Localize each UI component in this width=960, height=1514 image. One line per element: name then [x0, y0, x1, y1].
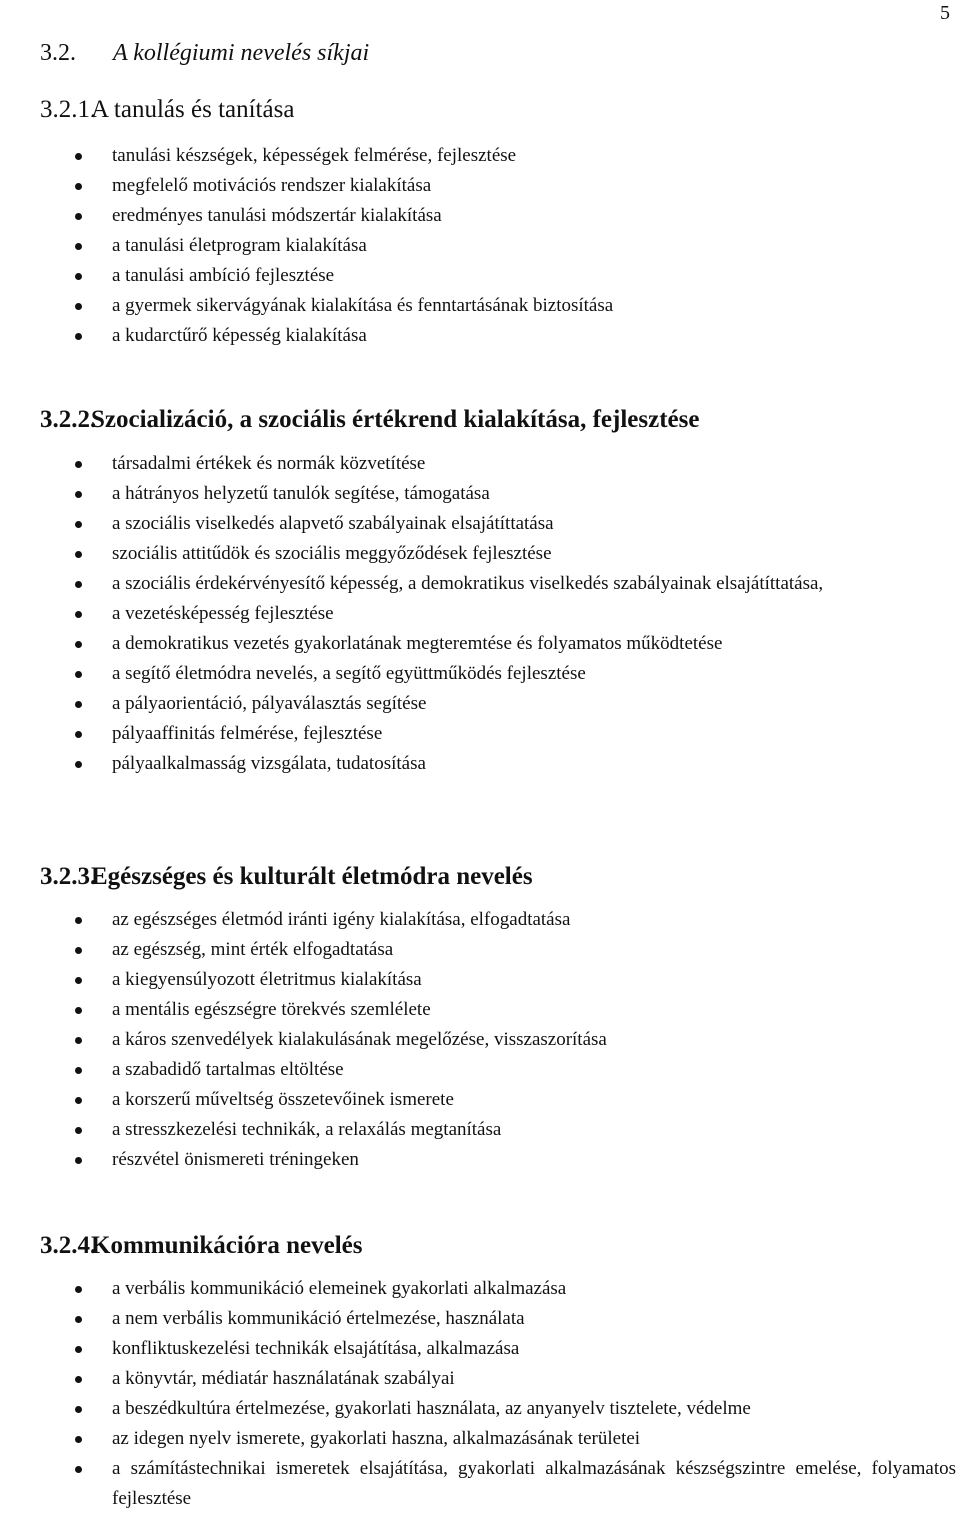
- list-item: eredményes tanulási módszertár kialakítása: [112, 201, 956, 231]
- bullet-list: [112, 449, 956, 779]
- list-item: a könyvtár, médiatár használatának szabályai: [112, 1364, 956, 1394]
- section-heading: [40, 1231, 363, 1261]
- list-item: szociális attitűdök és szociális meggyőződések fejlesztése: [112, 539, 956, 569]
- list-item: a nem verbális kommunikáció értelmezése, használata: [112, 1304, 956, 1334]
- bullet-list: [112, 1274, 956, 1514]
- section-title: Kommunikációra nevelés: [91, 1232, 363, 1259]
- list-item: a szabadidő tartalmas eltöltése: [112, 1055, 956, 1085]
- list-item: a tanulási életprogram kialakítása: [112, 231, 956, 261]
- list-item: az egészséges életmód iránti igény kialakítása, elfogadtatása: [112, 905, 956, 935]
- list-item: a segítő életmódra nevelés, a segítő együttműködés fejlesztése: [112, 659, 956, 689]
- list-item: a tanulási ambíció fejlesztése: [112, 261, 956, 291]
- list-item: a pályaorientáció, pályaválasztás segítése: [112, 689, 956, 719]
- list-item: megfelelő motivációs rendszer kialakítása: [112, 171, 956, 201]
- chapter-number: 3.2.: [40, 40, 76, 66]
- list-item: a kudarctűrő képesség kialakítása: [112, 321, 956, 351]
- list-item: a káros szenvedélyek kialakulásának megelőzése, visszaszorítása: [112, 1025, 956, 1055]
- bullet-list: [112, 905, 956, 1175]
- section-number: 3.2.4.: [40, 1232, 97, 1259]
- list-item: a demokratikus vezetés gyakorlatának megteremtése és folyamatos működtetése: [112, 629, 956, 659]
- list-item: társadalmi értékek és normák közvetítése: [112, 449, 956, 479]
- list-item: a verbális kommunikáció elemeinek gyakorlati alkalmazása: [112, 1274, 956, 1304]
- section-heading: [40, 862, 533, 892]
- list-item: a vezetésképesség fejlesztése: [112, 599, 956, 629]
- list-item: a kiegyensúlyozott életritmus kialakítása: [112, 965, 956, 995]
- chapter-heading: [40, 40, 369, 67]
- list-item: a gyermek sikervágyának kialakítása és fenntartásának biztosítása: [112, 291, 956, 321]
- list-item: a stresszkezelési technikák, a relaxálás megtanítása: [112, 1115, 956, 1145]
- list-item: az egészség, mint érték elfogadtatása: [112, 935, 956, 965]
- list-item: pályaalkalmasság vizsgálata, tudatosítása: [112, 749, 956, 779]
- list-item: a mentális egészségre törekvés szemlélete: [112, 995, 956, 1025]
- list-item: a szociális viselkedés alapvető szabályainak elsajátíttatása: [112, 509, 956, 539]
- section-title: Egészséges és kulturált életmódra nevelés: [91, 863, 533, 890]
- bullet-list: [112, 141, 956, 351]
- section-heading: [40, 405, 699, 435]
- section-heading: [40, 95, 294, 125]
- list-item: a hátrányos helyzetű tanulók segítése, támogatása: [112, 479, 956, 509]
- section-title: Szocializáció, a szociális értékrend kialakítása, fejlesztése: [91, 406, 700, 433]
- page-number: 5: [940, 2, 950, 24]
- list-item: tanulási készségek, képességek felmérése, fejlesztése: [112, 141, 956, 171]
- list-item: az idegen nyelv ismerete, gyakorlati haszna, alkalmazásának területei: [112, 1424, 956, 1454]
- list-item: a korszerű műveltség összetevőinek ismerete: [112, 1085, 956, 1115]
- list-item: konfliktuskezelési technikák elsajátítása, alkalmazása: [112, 1334, 956, 1364]
- list-item: a számítástechnikai ismeretek elsajátítása, gyakorlati alkalmazásának készségszintre emelése, folyamatos fejlesztése: [112, 1454, 956, 1514]
- section-title: A tanulás és tanítása: [91, 96, 295, 123]
- list-item: pályaaffinitás felmérése, fejlesztése: [112, 719, 956, 749]
- list-item: a szociális érdekérvényesítő képesség, a demokratikus viselkedés szabályainak elsajátíttatása,: [112, 569, 956, 599]
- section-number: 3.2.3.: [40, 863, 97, 890]
- chapter-title: A kollégiumi nevelés síkjai: [113, 40, 370, 66]
- list-item: a beszédkultúra értelmezése, gyakorlati használata, az anyanyelv tisztelete, védelme: [112, 1394, 956, 1424]
- list-item: részvétel önismereti tréningeken: [112, 1145, 956, 1175]
- section-number: 3.2.1.: [40, 96, 97, 123]
- section-number: 3.2.2.: [40, 406, 97, 433]
